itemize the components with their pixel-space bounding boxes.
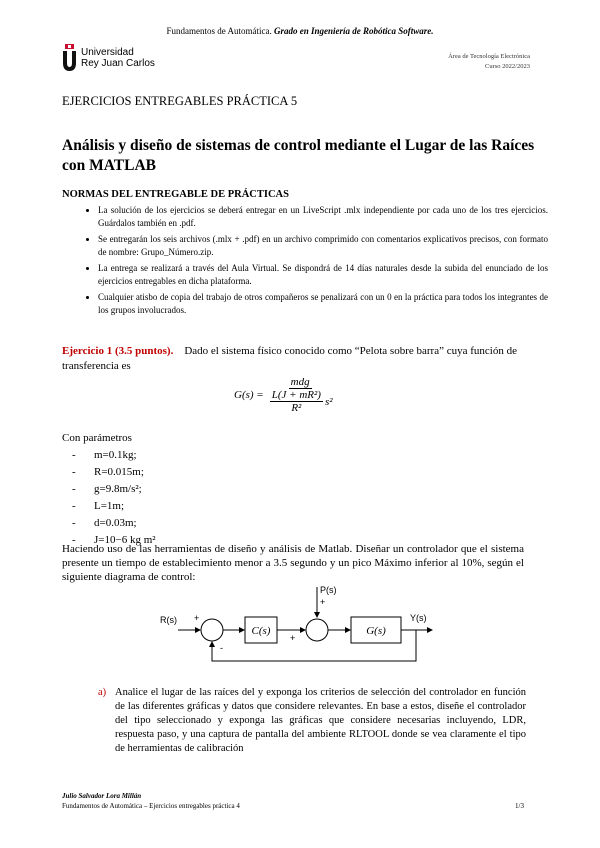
question-a (98, 686, 526, 756)
formula-numerator: mdg (290, 376, 310, 388)
formula-den-top: L(J + mR²) (271, 389, 321, 401)
plant-label: G(s) (366, 625, 386, 637)
transfer-function (234, 376, 335, 414)
controller-label: C(s) (251, 625, 271, 637)
param-item: - L=1m; (72, 498, 156, 515)
formula-lhs: G(s) = (234, 389, 264, 401)
exercise-intro-text: Dado el sistema físico conocido como “Pelota sobre barra” cuya función de transferencia es (62, 345, 517, 372)
params-list (72, 447, 156, 549)
sign-minus: - (220, 643, 223, 653)
footer-author: Julio Salvador Lora Millán (62, 792, 142, 800)
university-name-line2: Rey Juan Carlos (81, 58, 155, 69)
summing-junction-2 (306, 619, 328, 641)
param-item: - R=0.015m; (72, 464, 156, 481)
rule-item: • La entrega se realizará a través del Aula Virtual. Se dispondrá de 14 días naturales desde la subida del enunciado de los ejercicios entregables en dicha plataforma. (98, 262, 548, 288)
control-block-diagram (160, 583, 450, 673)
header-course: Fundamentos de Automática. (166, 26, 272, 36)
question-label: a) (98, 687, 107, 698)
page-number: 1/3 (515, 802, 524, 810)
exercise-label: Ejercicio 1 (3.5 puntos). (62, 345, 174, 357)
param-item: - g=9.8m/s²; (72, 481, 156, 498)
question-text: Analice el lugar de las raíces del y exponga los criterios de selección del controlador en función de las diferentes gráficas y datos que considere relevantes. En base a estos, diseñe el controlador del tipo seleccionado y exponga las gráficas que considere necesarias incluyendo, LDR, respuesta paso, y una captura de pantalla del ambiente RLTOOL donde se vea claramente el tipo de herramientas de calibración (115, 687, 526, 754)
rule-item: • Cualquier atisbo de copia del trabajo de otros compañeros se penalizará con un 0 en la práctica para todos los integrantes de los grupos involucrados. (98, 291, 548, 317)
university-logo (62, 44, 155, 72)
param-item: - m=0.1kg; (72, 447, 156, 464)
area-name: Área de Tecnología Electrónica (448, 53, 530, 60)
rules-list (72, 204, 548, 320)
area-info (448, 52, 530, 72)
exercise-intro (62, 344, 524, 374)
university-name-line1: Universidad (81, 47, 134, 58)
param-item: - J=10−6 kg m² (72, 532, 156, 549)
academic-year: Curso 2022/2023 (485, 63, 530, 70)
sign-plus-3: + (320, 597, 326, 607)
urjc-emblem-icon (62, 44, 77, 72)
exercise-description: Haciendo uso de las herramientas de diseño y análisis de Matlab. Diseñar un controlador que el sistema presente un tiempo de establecimiento menor a 3.5 segundo y un pico Máximo inferior al 10%, según el siguiente diagrama de control: (62, 543, 524, 583)
formula-power: s² (324, 395, 333, 408)
sign-plus-2: + (290, 633, 296, 643)
summing-junction-1 (201, 619, 223, 641)
rule-item: • La solución de los ejercicios se deberá entregar en un LiveScript .mlx independiente por cada uno de los tres ejercicios. Guárdalos también en .pdf. (98, 204, 548, 230)
doc-subtitle: EJERCICIOS ENTREGABLES PRÁCTICA 5 (62, 94, 298, 108)
output-label: Y(s) (410, 613, 427, 623)
footer (62, 791, 524, 811)
sign-plus-1: + (194, 613, 200, 623)
footer-course: Fundamentos de Automática – Ejercicios entregables práctica 4 (62, 802, 240, 810)
params-title: Con parámetros (62, 432, 132, 444)
rule-item: • Se entregarán los seis archivos (.mlx + .pdf) en un archivo comprimido con comentarios explicativos precisos, con formato de nombre: Grupo_Número.zip. (98, 233, 548, 259)
input-label: R(s) (160, 615, 177, 625)
normas-heading: NORMAS DEL ENTREGABLE DE PRÁCTICAS (62, 189, 289, 200)
running-header (0, 26, 600, 36)
doc-title: Análisis y diseño de sistemas de control mediante el Lugar de las Raíces con MATLAB (62, 137, 535, 174)
header-degree: Grado en Ingeniería de Robótica Software. (273, 26, 434, 36)
disturbance-label: P(s) (320, 585, 337, 595)
param-item: - d=0.03m; (72, 515, 156, 532)
formula-den-bot: R² (291, 402, 302, 414)
